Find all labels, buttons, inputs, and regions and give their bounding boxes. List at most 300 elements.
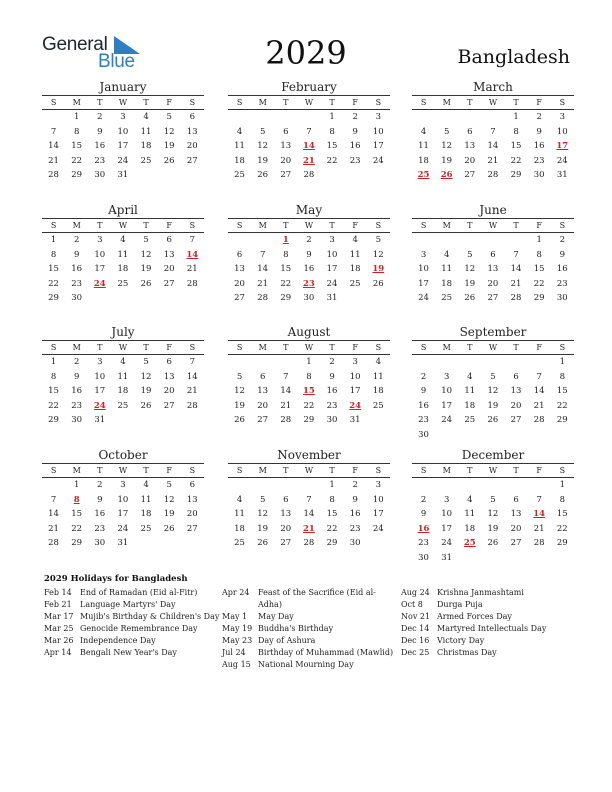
day-cell: 7 — [536, 371, 542, 382]
holiday-date: Mar 17 — [44, 612, 74, 621]
empty-cell — [505, 355, 528, 370]
day-cell: 10 — [94, 371, 106, 382]
weekday-label: S — [375, 343, 382, 352]
empty-cell — [367, 413, 390, 428]
day-cell: 9 — [306, 249, 312, 260]
day-cell: 2 — [559, 235, 566, 245]
day-cell: 2 — [420, 494, 427, 505]
day-cell: 19 — [441, 155, 453, 166]
holiday-day: 25 — [417, 170, 430, 181]
day-cell: 25 — [349, 278, 361, 289]
day-cell: 7 — [50, 126, 57, 137]
day-cell: 27 — [487, 293, 499, 304]
holiday-list-item — [222, 647, 393, 659]
empty-cell — [181, 536, 204, 551]
month-november — [228, 448, 390, 551]
month-name: April — [108, 203, 138, 217]
week-row — [228, 478, 390, 493]
week-row — [412, 507, 574, 522]
day-cell: 2 — [73, 235, 80, 245]
empty-cell — [505, 428, 528, 443]
weekday-label: F — [166, 221, 172, 230]
holiday-list-item — [222, 587, 393, 599]
day-cell: 24 — [372, 523, 384, 534]
day-cell: 12 — [140, 249, 152, 260]
day-cell: 7 — [513, 249, 519, 260]
weekday-label: S — [420, 221, 427, 230]
day-cell: 2 — [352, 112, 358, 122]
day-cell: 8 — [536, 249, 542, 260]
weekday-label: W — [304, 466, 314, 475]
week-row — [42, 370, 204, 385]
day-cell: 14 — [48, 141, 59, 152]
day-cell: 6 — [189, 480, 196, 490]
holiday-date: Mar 26 — [44, 636, 74, 645]
holiday-day: 21 — [303, 155, 315, 166]
holiday-list-item — [401, 587, 546, 599]
day-cell: 1 — [329, 112, 335, 122]
day-cell: 20 — [280, 523, 292, 534]
empty-cell — [551, 428, 574, 443]
empty-cell — [458, 355, 481, 370]
weekday-label: T — [329, 343, 335, 352]
day-cell: 5 — [236, 371, 243, 382]
month-name: June — [479, 203, 507, 217]
weekday-label: T — [97, 466, 103, 475]
day-cell: 31 — [117, 170, 129, 181]
week-row — [228, 522, 390, 537]
holiday-date: Apr 24 — [222, 588, 250, 597]
weekday-label: W — [488, 343, 498, 352]
holiday-date: Feb 14 — [44, 588, 72, 597]
day-cell: 9 — [352, 126, 358, 137]
day-cell: 23 — [349, 155, 361, 166]
day-cell: 21 — [186, 264, 198, 275]
empty-cell — [228, 110, 251, 125]
day-cell: 8 — [329, 126, 335, 137]
weekday-label: T — [97, 98, 103, 107]
day-cell: 29 — [556, 538, 568, 549]
holiday-day: 25 — [463, 538, 476, 549]
day-cell: 26 — [257, 538, 269, 549]
empty-cell — [228, 355, 251, 370]
holiday-name: Language Martyrs' Day — [80, 600, 176, 609]
weekday-label: T — [143, 98, 149, 107]
day-cell: 28 — [257, 293, 269, 304]
day-cell: 2 — [329, 357, 335, 367]
holiday-list-item — [44, 623, 219, 635]
day-cell: 23 — [418, 415, 429, 426]
weekday-label: T — [283, 466, 289, 475]
day-cell: 25 — [117, 400, 129, 411]
day-cell: 31 — [441, 552, 453, 563]
month-may — [228, 203, 390, 306]
empty-cell — [42, 110, 65, 125]
weekday-label: M — [442, 98, 451, 107]
week-row — [412, 154, 574, 169]
holiday-day: 24 — [93, 278, 106, 289]
day-cell: 4 — [352, 235, 358, 245]
month-name: February — [281, 80, 337, 94]
day-cell: 30 — [303, 293, 315, 304]
holiday-day: 16 — [417, 523, 430, 534]
day-cell: 15 — [71, 509, 83, 520]
week-row — [42, 233, 204, 248]
day-cell: 15 — [280, 264, 292, 275]
holiday-date: Dec 25 — [401, 648, 430, 657]
day-cell: 21 — [533, 400, 545, 411]
empty-cell — [274, 478, 297, 493]
day-cell: 28 — [303, 170, 315, 181]
day-cell: 30 — [556, 293, 568, 304]
day-cell: 9 — [97, 126, 103, 137]
holiday-date: Oct 8 — [401, 600, 423, 609]
day-cell: 7 — [189, 235, 196, 245]
empty-cell — [458, 110, 481, 125]
weekday-label: F — [166, 98, 172, 107]
day-cell: 4 — [467, 494, 473, 505]
day-cell: 21 — [533, 523, 545, 534]
week-row — [412, 248, 574, 263]
month-january — [42, 80, 204, 183]
weekday-label: S — [189, 466, 196, 475]
day-cell: 17 — [94, 264, 106, 275]
day-cell: 11 — [418, 141, 429, 152]
empty-cell — [412, 110, 435, 125]
day-cell: 29 — [303, 415, 315, 426]
weekday-label: S — [50, 466, 57, 475]
day-cell: 21 — [487, 155, 499, 166]
week-row — [42, 493, 204, 508]
day-cell: 1 — [329, 480, 335, 490]
weekday-label: M — [72, 466, 81, 475]
week-row — [42, 139, 204, 154]
week-row — [412, 413, 574, 428]
holiday-date: Aug 15 — [222, 660, 251, 669]
day-cell: 9 — [73, 371, 80, 382]
weekday-label: T — [97, 343, 103, 352]
day-cell: 15 — [71, 141, 83, 152]
day-cell: 26 — [487, 538, 499, 549]
day-cell: 25 — [140, 155, 152, 166]
holiday-list-column-3 — [401, 587, 546, 659]
day-cell: 26 — [140, 278, 152, 289]
holiday-day: 14 — [533, 509, 546, 520]
month-name: August — [287, 325, 331, 339]
holiday-date: May 19 — [222, 624, 253, 633]
day-cell: 1 — [513, 112, 519, 122]
weekday-label: S — [50, 343, 57, 352]
weekday-label: F — [166, 466, 172, 475]
weekday-label: M — [72, 221, 81, 230]
day-cell: 10 — [556, 126, 568, 137]
holiday-date: May 23 — [222, 636, 253, 645]
day-cell: 9 — [559, 249, 566, 260]
week-row — [228, 355, 390, 370]
weekday-label: S — [189, 98, 196, 107]
day-cell: 5 — [490, 371, 496, 382]
weekday-label: F — [352, 221, 358, 230]
day-cell: 19 — [487, 400, 499, 411]
weekday-label: S — [189, 221, 196, 230]
day-cell: 15 — [533, 264, 545, 275]
day-cell: 7 — [536, 494, 542, 505]
day-cell: 27 — [163, 278, 175, 289]
empty-cell — [321, 168, 344, 183]
day-cell: 15 — [326, 141, 338, 152]
day-cell: 9 — [329, 371, 335, 382]
day-cell: 27 — [257, 415, 269, 426]
day-cell: 29 — [48, 415, 59, 426]
day-cell: 5 — [443, 126, 450, 137]
day-cell: 30 — [94, 538, 106, 549]
day-cell: 6 — [166, 357, 172, 367]
month-name: May — [295, 203, 323, 217]
day-cell: 11 — [464, 509, 476, 520]
week-row — [412, 370, 574, 385]
weekday-label: S — [420, 466, 427, 475]
day-cell: 20 — [280, 155, 292, 166]
week-row — [228, 291, 390, 306]
day-cell: 24 — [117, 155, 129, 166]
day-cell: 17 — [117, 141, 129, 152]
weekday-label: W — [304, 98, 314, 107]
day-cell: 4 — [143, 480, 149, 490]
empty-cell — [274, 110, 297, 125]
day-cell: 27 — [234, 293, 245, 304]
day-cell: 28 — [48, 170, 59, 181]
weekday-header — [228, 218, 390, 233]
weekday-label: W — [304, 343, 314, 352]
week-row — [42, 262, 204, 277]
day-cell: 30 — [94, 170, 106, 181]
empty-cell — [42, 478, 65, 493]
day-cell: 29 — [280, 293, 292, 304]
weekday-header — [228, 95, 390, 110]
day-cell: 17 — [372, 509, 384, 520]
weekday-label: S — [375, 221, 382, 230]
day-cell: 6 — [490, 249, 496, 260]
day-cell: 12 — [257, 509, 269, 520]
day-cell: 15 — [556, 509, 568, 520]
month-name: December — [461, 448, 525, 462]
holiday-day: 23 — [303, 278, 315, 289]
weekday-header — [412, 95, 574, 110]
day-cell: 20 — [186, 509, 198, 520]
holiday-name: Feast of the Sacrifice (Eid al- — [258, 588, 376, 597]
day-cell: 19 — [163, 141, 175, 152]
day-cell: 10 — [418, 264, 429, 275]
week-row — [42, 507, 204, 522]
empty-cell — [135, 168, 158, 183]
day-cell: 8 — [50, 249, 57, 260]
day-cell: 3 — [375, 480, 382, 490]
day-cell: 16 — [326, 386, 338, 397]
week-row — [412, 233, 574, 248]
day-cell: 5 — [467, 249, 473, 260]
day-cell: 12 — [487, 509, 499, 520]
weekday-label: T — [513, 466, 519, 475]
day-cell: 3 — [443, 494, 450, 505]
weekday-label: M — [72, 98, 81, 107]
empty-cell — [528, 551, 551, 566]
day-cell: 5 — [490, 494, 496, 505]
day-cell: 1 — [50, 357, 57, 367]
day-cell: 28 — [48, 538, 59, 549]
day-cell: 28 — [487, 170, 499, 181]
weekday-label: S — [236, 221, 243, 230]
holiday-list-item — [222, 635, 393, 647]
day-cell: 12 — [163, 494, 175, 505]
day-cell: 18 — [441, 278, 453, 289]
day-cell: 22 — [303, 400, 315, 411]
empty-cell — [344, 291, 367, 306]
week-row — [42, 399, 204, 414]
week-row — [412, 428, 574, 443]
weekday-label: T — [283, 98, 289, 107]
empty-cell — [481, 428, 504, 443]
day-cell: 26 — [487, 415, 499, 426]
weekday-label: S — [236, 466, 243, 475]
weekday-label: S — [50, 221, 57, 230]
day-cell: 13 — [510, 509, 522, 520]
weekday-label: M — [442, 343, 451, 352]
weekday-label: T — [513, 343, 519, 352]
day-cell: 1 — [306, 357, 312, 367]
week-row — [228, 507, 390, 522]
week-row — [412, 291, 574, 306]
day-cell: 24 — [418, 293, 429, 304]
empty-cell — [481, 478, 504, 493]
holiday-list-item — [401, 599, 546, 611]
day-cell: 6 — [259, 371, 266, 382]
day-cell: 30 — [71, 293, 83, 304]
holiday-day: 14 — [186, 249, 199, 260]
weekday-label: T — [329, 221, 335, 230]
day-cell: 3 — [97, 235, 103, 245]
day-cell: 27 — [280, 538, 292, 549]
holiday-day: 14 — [303, 141, 315, 152]
holiday-day: 26 — [440, 170, 453, 181]
holidays-title: 2029 Holidays for Bangladesh — [44, 574, 188, 584]
empty-cell — [111, 291, 134, 306]
holiday-day: 19 — [372, 264, 385, 275]
day-cell: 25 — [140, 523, 152, 534]
day-cell: 19 — [257, 523, 269, 534]
weekday-label: F — [352, 98, 358, 107]
empty-cell — [528, 428, 551, 443]
day-cell: 17 — [418, 278, 429, 289]
week-row — [228, 399, 390, 414]
weekday-label: M — [258, 343, 267, 352]
month-february — [228, 80, 390, 183]
holiday-name: End of Ramadan (Eid al-Fitr) — [80, 588, 198, 597]
day-cell: 16 — [94, 509, 106, 520]
day-cell: 9 — [73, 249, 80, 260]
day-cell: 10 — [441, 509, 453, 520]
day-cell: 25 — [441, 293, 453, 304]
day-cell: 17 — [94, 386, 106, 397]
day-cell: 4 — [143, 112, 149, 122]
empty-cell — [412, 355, 435, 370]
weekday-label: F — [536, 466, 542, 475]
day-cell: 16 — [349, 141, 361, 152]
empty-cell — [251, 355, 274, 370]
week-row — [228, 139, 390, 154]
day-cell: 20 — [510, 523, 522, 534]
weekday-label: T — [283, 343, 289, 352]
week-row — [412, 110, 574, 125]
weekday-label: W — [304, 221, 314, 230]
weekday-label: T — [467, 98, 473, 107]
day-cell: 21 — [257, 278, 269, 289]
day-cell: 28 — [533, 415, 545, 426]
empty-cell — [435, 478, 458, 493]
day-cell: 10 — [117, 494, 129, 505]
day-cell: 25 — [234, 170, 245, 181]
day-cell: 23 — [94, 523, 106, 534]
empty-cell — [297, 478, 320, 493]
day-cell: 18 — [372, 386, 384, 397]
empty-cell — [458, 478, 481, 493]
holiday-date: Dec 14 — [401, 624, 430, 633]
day-cell: 8 — [559, 494, 566, 505]
day-cell: 22 — [326, 523, 338, 534]
weekday-label: M — [442, 466, 451, 475]
day-cell: 30 — [71, 415, 83, 426]
day-cell: 10 — [117, 126, 129, 137]
weekday-label: S — [559, 466, 566, 475]
day-cell: 11 — [117, 371, 129, 382]
week-row — [42, 355, 204, 370]
week-row — [42, 291, 204, 306]
day-cell: 30 — [349, 538, 361, 549]
day-cell: 26 — [464, 293, 476, 304]
day-cell: 23 — [94, 155, 106, 166]
weekday-label: S — [50, 98, 57, 107]
day-cell: 2 — [97, 480, 103, 490]
day-cell: 6 — [283, 126, 289, 137]
weekday-header — [228, 463, 390, 478]
week-row — [42, 110, 204, 125]
empty-cell — [251, 478, 274, 493]
day-cell: 16 — [94, 141, 106, 152]
day-cell: 13 — [464, 141, 476, 152]
weekday-label: F — [536, 98, 542, 107]
weekday-label: W — [488, 466, 498, 475]
month-june — [412, 203, 574, 306]
day-cell: 21 — [48, 155, 59, 166]
empty-cell — [481, 233, 504, 248]
holiday-name: Martyred Intellectuals Day — [437, 624, 547, 633]
weekday-label: M — [72, 343, 81, 352]
day-cell: 30 — [533, 170, 545, 181]
day-cell: 4 — [420, 126, 427, 137]
day-cell: 7 — [259, 249, 266, 260]
empty-cell — [344, 168, 367, 183]
day-cell: 13 — [186, 494, 198, 505]
day-cell: 22 — [48, 278, 59, 289]
day-cell: 1 — [73, 480, 80, 490]
country-name: Bangladesh — [457, 46, 570, 68]
holiday-name: Krishna Janmashtami — [437, 588, 524, 597]
empty-cell — [158, 536, 181, 551]
holiday-name: Independence Day — [80, 636, 156, 645]
weekday-label: S — [375, 98, 382, 107]
day-cell: 24 — [441, 415, 453, 426]
empty-cell — [228, 478, 251, 493]
day-cell: 20 — [186, 141, 198, 152]
